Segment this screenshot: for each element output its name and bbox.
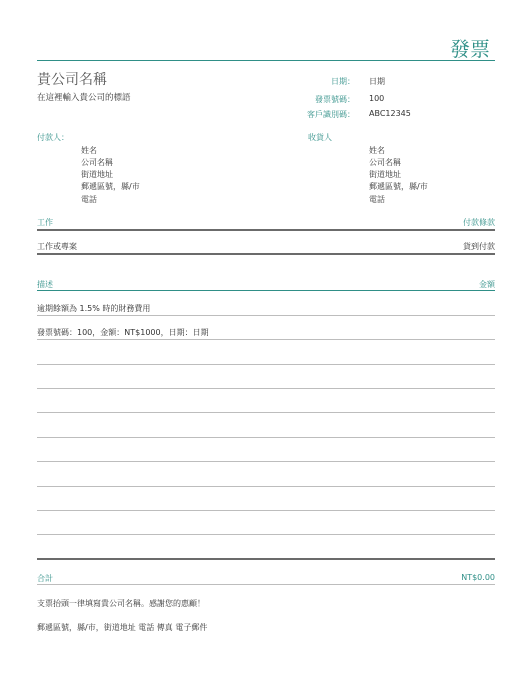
bill-to-street: 街道地址	[81, 170, 113, 179]
payment-terms-column-header: 付款條款	[463, 218, 495, 227]
table-row: 發票號碼：100，金額：NT$1000，日期：日期	[37, 328, 209, 337]
description-column-header: 描述	[37, 280, 53, 289]
total-rule	[37, 584, 495, 585]
payment-terms-cell: 貨到付款	[463, 242, 495, 251]
ship-to-company: 公司名稱	[369, 158, 401, 167]
job-table-bottom-rule	[37, 253, 495, 255]
row-rule	[37, 437, 495, 438]
footer-contact: 郵遞區號，縣/市，街道地址 電話 傳真 電子郵件	[37, 623, 208, 632]
date-value: 日期	[369, 77, 385, 86]
ship-to-phone: 電話	[369, 195, 385, 204]
invoice-title: 發票	[450, 37, 490, 61]
ship-to-street: 街道地址	[369, 170, 401, 179]
amount-column-header: 金額	[479, 280, 495, 289]
row-rule	[37, 461, 495, 462]
table-row: 逾期餘額為 1.5% 時的財務費用	[37, 304, 151, 313]
bill-to-city: 郵遞區號，縣/市	[81, 182, 140, 191]
row-rule	[37, 534, 495, 535]
company-slogan: 在這裡輸入貴公司的標語	[37, 93, 131, 103]
bill-to-name: 姓名	[81, 146, 97, 155]
items-table-header-rule	[37, 290, 495, 291]
bill-to-company: 公司名稱	[81, 158, 113, 167]
ship-to-name: 姓名	[369, 146, 385, 155]
total-value: NT$0.00	[461, 573, 495, 582]
row-rule	[37, 364, 495, 365]
job-table-header-rule	[37, 229, 495, 231]
job-column-header: 工作	[37, 218, 53, 227]
header-rule	[37, 60, 495, 61]
row-rule	[37, 486, 495, 487]
bill-to-label: 付款人：	[37, 133, 69, 142]
row-rule	[37, 388, 495, 389]
ship-to-label: 收貨人	[308, 133, 332, 142]
job-cell: 工作或專案	[37, 242, 77, 251]
footer-note: 支票抬頭一律填寫貴公司名稱。感謝您的惠顧！	[37, 599, 205, 608]
items-table-bottom-rule	[37, 558, 495, 560]
row-rule	[37, 315, 495, 316]
row-rule	[37, 339, 495, 340]
row-rule	[37, 412, 495, 413]
customer-id-label: 客戶識別碼：	[307, 110, 355, 119]
bill-to-phone: 電話	[81, 195, 97, 204]
company-name: 貴公司名稱	[37, 72, 107, 88]
ship-to-city: 郵遞區號，縣/市	[369, 182, 428, 191]
invoice-number-label: 發票號碼：	[315, 95, 355, 104]
invoice-number-value: 100	[369, 94, 385, 103]
row-rule	[37, 510, 495, 511]
customer-id-value: ABC12345	[369, 109, 411, 118]
total-label: 合計	[37, 574, 53, 583]
date-label: 日期：	[331, 77, 355, 86]
